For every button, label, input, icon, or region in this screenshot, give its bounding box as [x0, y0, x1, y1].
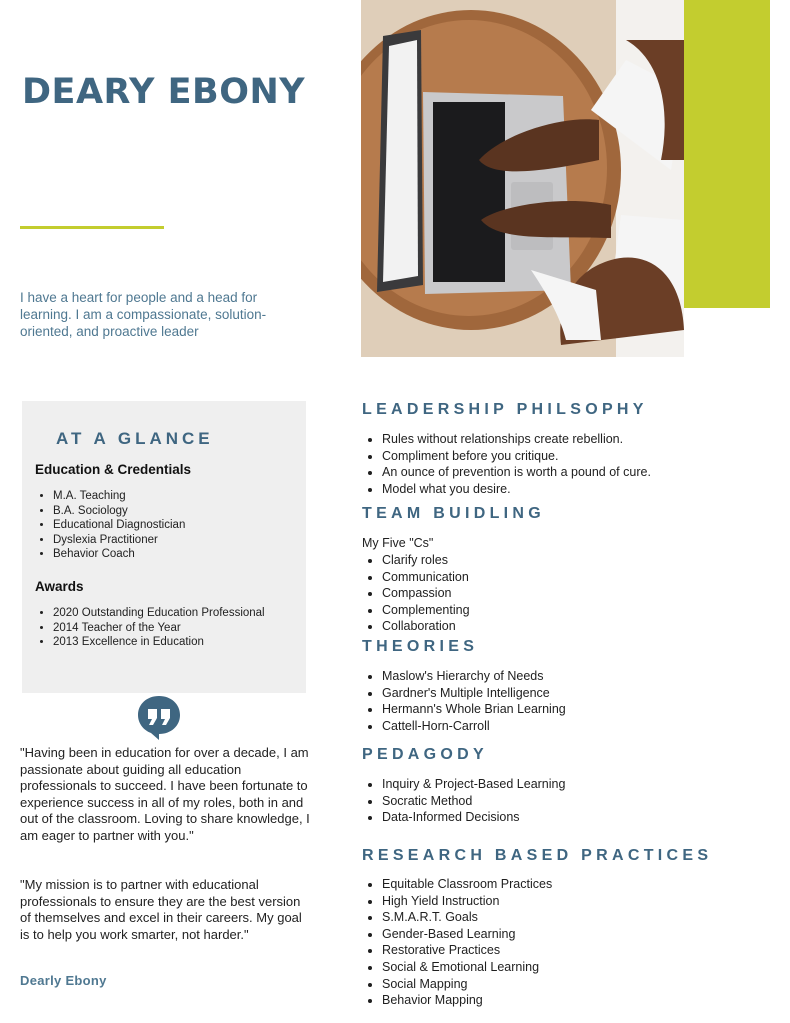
- list-item: • Behavior Coach: [53, 547, 185, 562]
- team-building-heading: TEAM BUIDLING: [362, 505, 546, 522]
- list-item: • Socratic Method: [382, 793, 565, 810]
- list-item: • Gardner's Multiple Intelligence: [382, 685, 566, 702]
- list-item: • Maslow's Hierarchy of Needs: [382, 668, 566, 685]
- theories-list: [382, 668, 566, 734]
- research-list: [382, 876, 552, 1009]
- list-item: • Communication: [382, 569, 470, 586]
- list-item: • Complementing: [382, 602, 470, 619]
- list-item: • Equitable Classroom Practices: [382, 876, 552, 893]
- list-item: • Rules without relationships create rebellion.: [382, 431, 651, 448]
- list-item: • 2020 Outstanding Education Professional: [53, 606, 265, 621]
- list-item: • Social & Emotional Learning: [382, 959, 552, 976]
- at-a-glance-panel: [22, 401, 306, 693]
- list-item: • M.A. Teaching: [53, 489, 185, 504]
- awards-heading: Awards: [35, 579, 84, 594]
- education-heading: Education & Credentials: [35, 462, 192, 477]
- list-item: • Gender-Based Learning: [382, 926, 552, 943]
- list-item: • Social Mapping: [382, 976, 552, 993]
- quote-icon: [136, 694, 182, 740]
- research-heading: RESEARCH BASED PRACTICES: [362, 847, 713, 864]
- pedagogy-heading: PEDAGODY: [362, 746, 488, 763]
- list-item: • Compliment before you critique.: [382, 448, 651, 465]
- title-underline: [20, 226, 164, 229]
- team-intro: My Five "Cs": [362, 536, 434, 550]
- list-item: • Restorative Practices: [382, 942, 552, 959]
- theories-heading: THEORIES: [362, 638, 479, 655]
- list-item: • B.A. Sociology: [53, 504, 185, 519]
- list-item: • Educational Diagnostician: [53, 518, 185, 533]
- page-title: DEARY EBONY: [22, 72, 306, 112]
- list-item: • Dyslexia Practitioner: [53, 533, 185, 548]
- leadership-list: [382, 431, 651, 497]
- signature: Dearly Ebony: [20, 973, 107, 988]
- list-item: • 2013 Excellence in Education: [53, 635, 265, 650]
- intro-text: I have a heart for people and a head for learning. I am a compassionate, solution-oriented, and proactive leader: [20, 290, 267, 339]
- awards-list: [53, 606, 265, 650]
- list-item: • 2014 Teacher of the Year: [53, 621, 265, 636]
- leadership-heading: LEADERSHIP PHILSOPHY: [362, 401, 648, 418]
- laptop-typing-photo: [361, 0, 684, 357]
- list-item: • Compassion: [382, 585, 470, 602]
- pedagogy-list: [382, 776, 565, 826]
- list-item: • Model what you desire.: [382, 481, 651, 498]
- at-a-glance-heading: AT A GLANCE: [56, 429, 214, 448]
- testimonial-quote-2: "My mission is to partner with educational professionals to ensure they are the best version of themselves and excel in their careers. My goal is to help you work smarter, not harder.": [20, 877, 302, 942]
- list-item: • Behavior Mapping: [382, 992, 552, 1009]
- photo-illustration: [361, 0, 684, 357]
- list-item: • Collaboration: [382, 618, 470, 635]
- testimonial-quote-1: "Having been in education for over a decade, I am passionate about guiding all education professionals to succeed. I have been fortunate to experience success in all of my roles, both in and out of the classroom. Loving to share knowledge, I am eager to partner with you.": [20, 745, 310, 843]
- team-list: [382, 552, 470, 635]
- list-item: • Hermann's Whole Brian Learning: [382, 701, 566, 718]
- accent-bar: [684, 0, 770, 308]
- list-item: • Cattell-Horn-Carroll: [382, 718, 566, 735]
- list-item: • Data-Informed Decisions: [382, 809, 565, 826]
- list-item: • Clarify roles: [382, 552, 470, 569]
- list-item: • S.M.A.R.T. Goals: [382, 909, 552, 926]
- list-item: • Inquiry & Project-Based Learning: [382, 776, 565, 793]
- education-list: [53, 489, 185, 562]
- list-item: • High Yield Instruction: [382, 893, 552, 910]
- list-item: • An ounce of prevention is worth a pound of cure.: [382, 464, 651, 481]
